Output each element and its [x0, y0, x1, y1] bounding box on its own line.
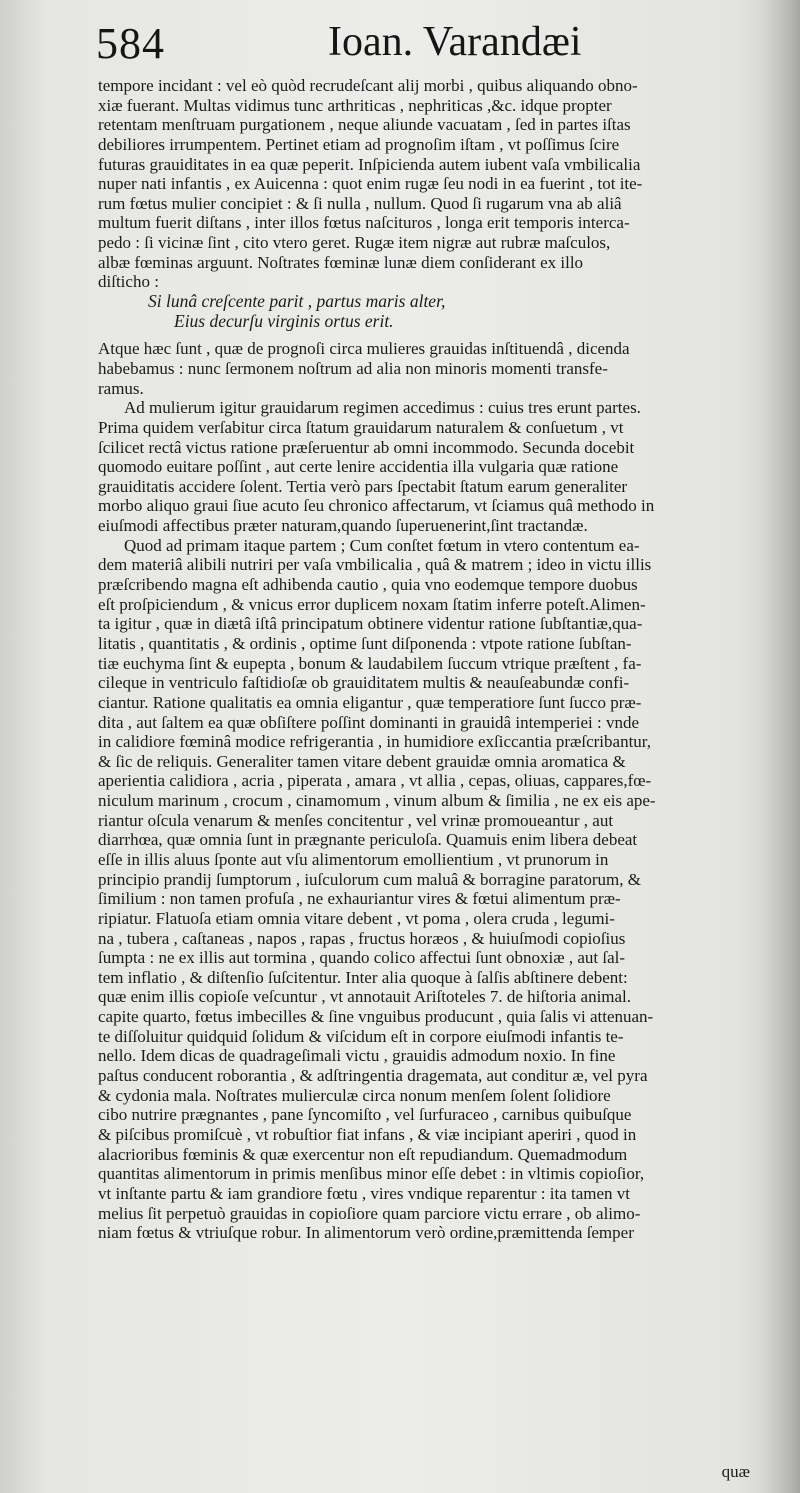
text-line: vt inſtante partu & iam grandiore fœtu , vires vndique reparentur : ita tamen vt: [98, 1183, 631, 1203]
text-line: eiuſmodi affectibus præter naturam,quando ſuperuenerint,ſint tractandæ.: [98, 516, 588, 536]
text-line: Atque hæc ſunt , quæ de prognoſi circa mulieres grauidas inſtituendâ , dicenda: [98, 339, 630, 359]
text-line: in calidiore fœminâ modice refrigerantia , in humidiore exſiccantia præſcribantur,: [98, 732, 652, 752]
text-line: melius ſit perpetuò grauidas in copioſiore quam parciore victu errare , ob alimo-: [98, 1203, 641, 1223]
body-text: [98, 76, 758, 1243]
text-line: ſumpta : ne ex illis aut tormina , quando colico affectui ſunt obnoxiæ , aut ſal-: [98, 948, 626, 968]
text-line: diarrhœa, quæ omnia ſunt in prægnante periculoſa. Quamuis enim libera debeat: [98, 830, 638, 850]
text-line: niam fœtus & vtriuſque robur. In alimentorum verò ordine,præmittenda ſemper: [98, 1223, 634, 1243]
text-line: ramus.: [98, 378, 144, 398]
text-line: eſſe in illis aluus ſponte aut vſu alimentorum emollientium , vt prunorum in: [98, 849, 609, 869]
text-line: & cydonia mala. Noſtrates mulierculæ circa nonum menſem ſolent ſolidiore: [98, 1085, 611, 1105]
text-line: principio prandij ſumptorum , iuſculorum cum maluâ & borragine paratorum, &: [98, 869, 641, 889]
text-line: multum fuerit diſtans , inter illos fœtus naſcituros , longa erit temporis interca-: [98, 213, 630, 233]
text-line: dem materiâ alibili nutriri per vaſa vmbilicalia , quâ & matrem ; ideo in victu illis: [98, 555, 652, 575]
running-head: Ioan. Varandæi: [328, 19, 582, 65]
text-line: aperientia calidiora , acria , piperata , amara , vt allia , cepas, oliuas, cappares,fœ-: [98, 771, 652, 791]
text-line: Ad mulierum igitur grauidarum regimen accedimus : cuius tres erunt partes.: [124, 398, 641, 418]
text-line: pedo : ſi vicinæ ſint , cito vtero geret. Rugæ item nigræ aut rubræ maſculos,: [98, 233, 611, 253]
text-line: & piſcibus promiſcuè , vt robuſtior fiat infans , & viæ incipiant aperiri , quod in: [98, 1124, 637, 1144]
text-line: tiæ euchyma ſint & eupepta , bonum & laudabilem ſuccum vtrique præſtent , fa-: [98, 653, 642, 673]
text-line: nello. Idem dicas de quadrageſimali victu , grauidis admodum noxio. In fine: [98, 1046, 616, 1066]
text-line: cibo nutrire prægnantes , pane ſyncomiſto , vel ſurfuraceo , carnibus quibuſque: [98, 1105, 632, 1125]
page-number: 584: [96, 19, 165, 68]
text-line: riantur oſcula venarum & menſes concitentur , vel vrinæ promoueantur , aut: [98, 810, 614, 830]
text-line: quæ enim illis copioſe veſcuntur , vt annotauit Ariſtoteles 7. de hiſtoria animal.: [98, 987, 632, 1007]
text-line: diſticho :: [98, 272, 159, 292]
paragraph-transition: [98, 339, 758, 398]
text-line: albæ fœminas arguunt. Noſtrates fœminæ lunæ diem conſiderant ex illo: [98, 252, 584, 272]
text-line: quantitas alimentorum in primis menſibus minor eſſe debet : in vltimis copioſior,: [98, 1164, 645, 1184]
text-line: alacrioribus fœminis & quæ exercentur non eſt repudiandum. Quemadmodum: [98, 1144, 628, 1164]
spine-shadow: [762, 0, 800, 1493]
text-line: quomodo euitare poſſint , aut certe lenire accidentia illa vulgaria quæ ratione: [98, 457, 619, 477]
text-line: ſimilium : non tamen profuſa , ne exhauriantur vires & fœtui alimentum præ-: [98, 889, 621, 909]
page-header: [96, 14, 716, 70]
text-line: cileque in ventriculo faſtidioſæ ob grauiditatem multis & neauſeabundæ confi-: [98, 673, 630, 693]
text-line: & ſic de reliquis. Generaliter tamen vitare debent grauidæ omnia aromatica &: [98, 751, 626, 771]
text-line: retentam menſtruam purgationem , neque aliunde vacuatam , ſed in partes iſtas: [98, 115, 631, 135]
paragraph-regimen: [98, 398, 758, 535]
text-line: capite quarto, fœtus imbecilles & ſine vnguibus producunt , quia ſalis vi attenuan-: [98, 1007, 654, 1027]
text-line: rum fœtus mulier concipiet : & ſi nulla , nullum. Quod ſi rugarum vna ab aliâ: [98, 193, 622, 213]
text-line: ta igitur , quæ in diætâ iſtâ principatum obtinere videntur ratione ſubſtantiæ,qua-: [98, 614, 643, 634]
paragraph-first-part: [98, 536, 758, 1243]
text-line: Quod ad primam itaque partem ; Cum conſtet fœtum in vtero contentum ea-: [124, 535, 640, 555]
text-line: morbo aliquo graui ſiue acuto ſeu chronico affectarum, vt ſciamus quâ methodo in: [98, 496, 655, 516]
text-line: debiliores irrumpentem. Pertinet etiam ad prognoſim iſtam , vt poſſimus ſcire: [98, 134, 620, 154]
text-line: tem inflatio , & diſtenſio ſuſcitentur. Inter alia quoque à ſalſis abſtinere debent:: [98, 967, 628, 987]
catchword: quæ: [721, 1462, 750, 1481]
verse-couplet: [98, 292, 758, 331]
text-line: ciantur. Ratione qualitatis ea omnia eligantur , quæ temperatiore ſunt ſucco præ-: [98, 692, 642, 712]
paragraph-prognosis: [98, 76, 758, 292]
text-line: eſt proſpiciendum , & vnicus error duplicem noxam ſtatim inferre poteſt.Alimen-: [98, 594, 646, 614]
text-line: litatis , quantitatis , & ordinis , optime ſunt diſponenda : vtpote ratione ſubſtan-: [98, 633, 632, 653]
text-line: na , tubera , caſtaneas , napos , rapas , fructus horæos , & huiuſmodi copioſius: [98, 928, 626, 948]
text-line: niculum marinum , crocum , cinamomum , vinum album & ſimilia , ne ex eis ape-: [98, 791, 656, 811]
verse-line: Si lunâ creſcente parit , partus maris alter,: [148, 292, 446, 312]
spacer: [98, 331, 758, 339]
text-line: dita , aut ſaltem ea quæ obſiſtere poſſint dominanti in grauidâ intemperiei : vnde: [98, 712, 640, 732]
text-line: futuras grauiditates in ea quæ peperit. Inſpicienda autem iubent vaſa vmbilicalia: [98, 154, 641, 174]
text-line: ſcilicet rectâ victus ratione præſeruentur ab omni incommodo. Secunda docebit: [98, 437, 635, 457]
text-line: Prima quidem verſabitur circa ſtatum grauidarum naturalem & conſuetum , vt: [98, 417, 624, 437]
text-line: nuper nati infantis , ex Auicenna : quot enim rugæ ſeu nodi in ea fuerint , tot ite-: [98, 174, 643, 194]
verse-line: Eius decurſu virginis ortus erit.: [174, 311, 394, 331]
text-line: paſtus conducent roborantia , & adſtringentia dragemata, aut conditur æ, vel pyra: [98, 1066, 648, 1086]
text-line: præſcribendo magna eſt adhibenda cautio , quia vno eodemque tempore duobus: [98, 575, 638, 595]
text-line: tempore incidant : vel eò quòd recrudeſcant alij morbi , quibus aliquando obno-: [98, 76, 638, 95]
text-line: grauiditatis accidere ſolent. Tertia verò pars ſpectabit ſtatum earum generaliter: [98, 476, 628, 496]
text-line: xiæ fuerant. Multas vidimus tunc arthriticas , nephriticas ,&c. idque propter: [98, 95, 612, 115]
text-line: te diſſoluitur quidquid ſolidum & viſcidum eſt in corpore eiuſmodi infantis te-: [98, 1026, 624, 1046]
text-line: habebamus : nunc ſermonem noſtrum ad alia non minoris momenti transfe-: [98, 358, 608, 378]
text-line: ripiatur. Flatuoſa etiam omnia vitare debent , vt poma , olera cruda , legumi-: [98, 908, 615, 928]
